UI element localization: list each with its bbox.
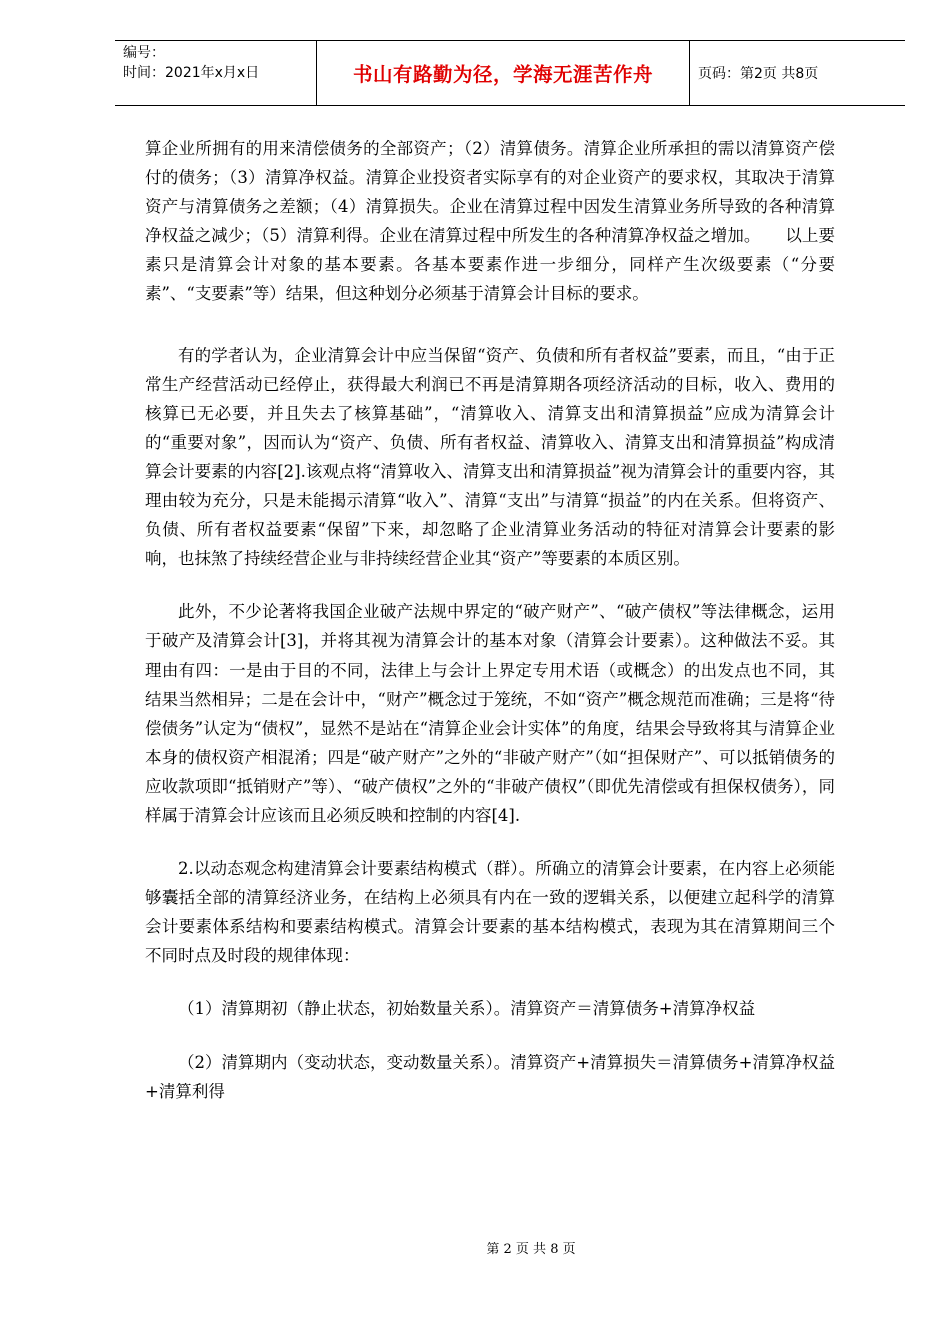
footer-page-number: 第 2 页 共 8 页 [486,1242,576,1257]
header-motto-cell [316,41,690,105]
header-meta [115,41,316,105]
page-footer [0,1238,950,1257]
formula-1: （1）清算期初（静止状态，初始数量关系）。清算资产＝清算债务+清算净权益 [178,999,756,1019]
paragraph-2: 有的学者认为，企业清算会计中应当保留“资产、负债和所有者权益”要素，而且，“由于正常生产经营活动已经停止，获得最大利润已不再是清算期各项经济活动的目标，收入、费用的核算已无必要，并且失去了核算基础”，“清算收入、清算支出和清算损益”应成为清算会计的“重要对象”，因而认为“资产、负债、所有者权益、清算收入、清算支出和清算损益”构成清算会计要素的内容[2].该观点将“清算收入、清算支出和清算损益”视为清算会计的重要内容，其理由较为充分，只是未能揭示清算“收入”、清算“支出”与清算“损益”的内在关系。但将资产、负债、所有者权益要素“保留”下来，却忽略了企业清算业务活动的特征对清算会计要素的影响，也抹煞了持续经营企业与非持续经营企业其“资产”等要素的本质区别。 [145,345,835,569]
document-time: 时间：2021年x月x日 [123,65,260,81]
paragraph-4: 2.以动态观念构建清算会计要素结构模式（群）。所确立的清算会计要素，在内容上必须能够囊括全部的清算经济业务，在结构上必须具有内在一致的逻辑关系，以便建立起科学的清算会计要素体系结构和要素结构模式。清算会计要素的基本结构模式，表现为其在清算期间三个不同时点及时段的规律体现： [145,859,835,966]
document-body [145,134,835,1130]
document-number: 编号： [123,45,165,61]
header-motto: 书山有路勤为径，学海无涯苦作舟 [352,63,653,86]
header-page-number: 页码：第2页 共8页 [698,66,819,82]
paragraph-1: 算企业所拥有的用来清偿债务的全部资产；（2）清算债务。清算企业所承担的需以清算资产偿付的债务；（3）清算净权益。清算企业投资者实际享有的对企业资产的要求权，其取决于清算资产与清算债务之差额；（4）清算损失。企业在清算过程中因发生清算业务所导致的各种清算净权益之减少；（5）清算利得。企业在清算过程中所发生的各种清算净权益之增加。 以上要素只是清算会计对象的基本要素。各基本要素作进一步细分，同样产生次级要素（“分要素”、“支要素”等）结果，但这种划分必须基于清算会计目标的要求。 [145,139,835,304]
header-page-cell [690,41,905,105]
paragraph-3: 此外，不少论著将我国企业破产法规中界定的“破产财产”、“破产债权”等法律概念，运用于破产及清算会计[3]，并将其视为清算会计的基本对象（清算会计要素）。这种做法不妥。其理由有四：一是由于目的不同，法律上与会计上界定专用术语（或概念）的出发点也不同，其结果当然相异；二是在会计中，“财产”概念过于笼统，不如“资产”概念规范而准确；三是将“待偿债务”认定为“债权”，显然不是站在“清算企业会计实体”的角度，结果会导致将其与清算企业本身的债权资产相混淆；四是“破产财产”之外的“非破产财产”（如“担保财产”、可以抵销债务的应收款项即“抵销财产”等）、“破产债权”之外的“非破产债权”（即优先清偿或有担保权债务），同样属于清算会计应该而且必须反映和控制的内容[4]. [145,602,835,825]
formula-2: （2）清算期内（变动状态，变动数量关系）。清算资产+清算损失＝清算债务+清算净权益+清算利得 [145,1052,835,1101]
page-header [115,40,905,106]
